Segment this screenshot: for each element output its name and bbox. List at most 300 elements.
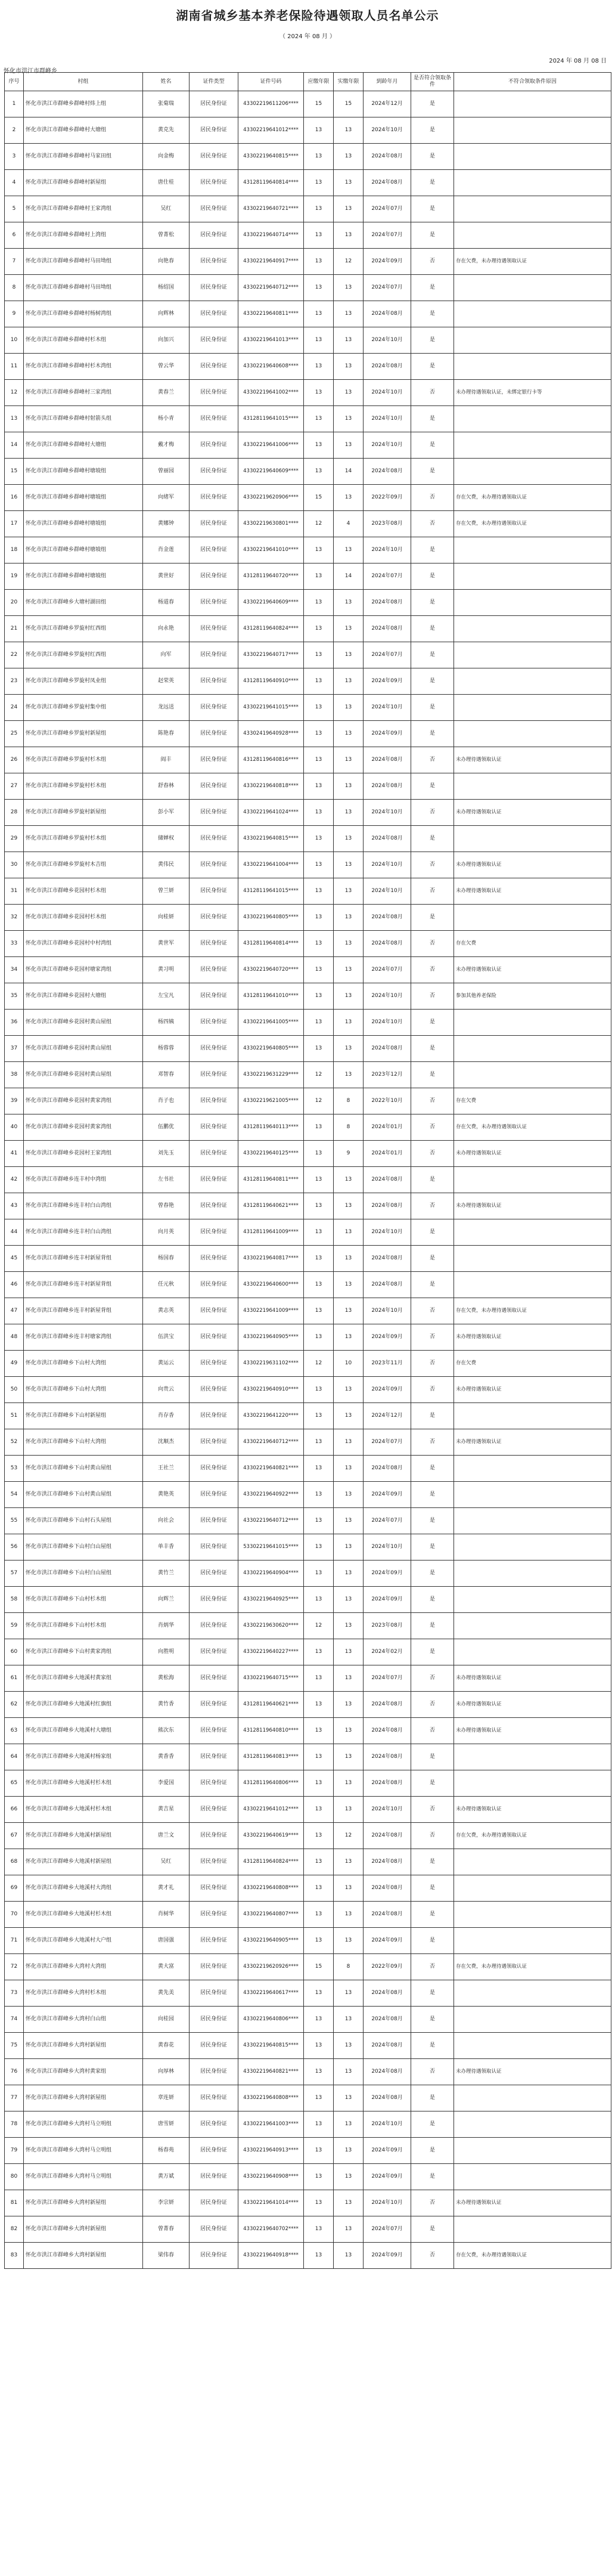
table-row (5, 1508, 611, 1534)
cell-id-number: 43302219640715**** (238, 1665, 304, 1692)
cell-village-group: 怀化市洪江市群峰乡下山村黄山屋组 (24, 1456, 143, 1482)
cell-seq: 46 (5, 1272, 24, 1298)
cell-eligible-month: 2024年10月 (364, 695, 411, 721)
cell-required-years: 13 (304, 826, 334, 852)
cell-id-number: 43302219640702**** (238, 2216, 304, 2243)
cell-seq: 30 (5, 852, 24, 878)
cell-required-years: 13 (304, 983, 334, 1010)
cell-eligible: 否 (411, 249, 454, 275)
cell-seq: 9 (5, 301, 24, 327)
cell-reason: 存在欠费 (454, 1351, 611, 1377)
cell-id-number: 43302219630620**** (238, 1613, 304, 1639)
cell-id-number: 43128119640806**** (238, 1770, 304, 1797)
table-row (5, 1797, 611, 1823)
cell-eligible: 否 (411, 852, 454, 878)
cell-required-years: 13 (304, 1482, 334, 1508)
cell-id-number: 43302219640922**** (238, 1482, 304, 1508)
cell-paid-years: 13 (334, 432, 364, 459)
cell-paid-years: 13 (334, 1902, 364, 1928)
table-row (5, 1377, 611, 1403)
header-eligible-month: 到龄年月 (364, 73, 411, 91)
cell-eligible: 否 (411, 1088, 454, 1114)
cell-id-type: 居民身份证 (190, 380, 238, 406)
cell-id-type: 居民身份证 (190, 2059, 238, 2085)
cell-name: 黄竹香 (143, 1692, 190, 1718)
cell-village-group: 怀化市洪江市群峰乡花园村杉木组 (24, 905, 143, 931)
cell-eligible-month: 2024年08月 (364, 1744, 411, 1770)
cell-village-group: 怀化市洪江市群峰乡大地溪村杉木组 (24, 1902, 143, 1928)
cell-eligible-month: 2024年08月 (364, 905, 411, 931)
cell-eligible-month: 2024年08月 (364, 1902, 411, 1928)
cell-reason (454, 1744, 611, 1770)
cell-seq: 74 (5, 2007, 24, 2033)
table-row (5, 2111, 611, 2138)
cell-id-number: 43302219611206**** (238, 91, 304, 117)
cell-required-years: 13 (304, 1875, 334, 1902)
cell-name: 杨春苑 (143, 2138, 190, 2164)
cell-seq: 32 (5, 905, 24, 931)
cell-required-years: 13 (304, 1167, 334, 1193)
cell-id-number: 43128119640824**** (238, 1849, 304, 1875)
cell-name: 刘先玉 (143, 1141, 190, 1167)
cell-eligible: 是 (411, 1036, 454, 1062)
table-row (5, 275, 611, 301)
cell-village-group: 怀化市洪江市群峰乡下山村大湾组 (24, 1429, 143, 1456)
cell-eligible-month: 2024年10月 (364, 327, 411, 354)
cell-id-number: 43302219640905**** (238, 1928, 304, 1954)
table-row (5, 354, 611, 380)
cell-required-years: 13 (304, 2138, 334, 2164)
table-row (5, 616, 611, 642)
table-row (5, 1062, 611, 1088)
cell-paid-years: 13 (334, 537, 364, 564)
cell-reason: 参加其他养老保险 (454, 983, 611, 1010)
cell-village-group: 怀化市洪江市群峰乡连丰村白山湾组 (24, 1193, 143, 1219)
cell-seq: 4 (5, 170, 24, 196)
cell-id-type: 居民身份证 (190, 1587, 238, 1613)
cell-eligible-month: 2024年08月 (364, 1823, 411, 1849)
cell-id-number: 43302219640811**** (238, 301, 304, 327)
cell-reason (454, 616, 611, 642)
cell-reason (454, 170, 611, 196)
cell-id-number: 43302219640904**** (238, 1561, 304, 1587)
cell-required-years: 12 (304, 1062, 334, 1088)
cell-reason (454, 2085, 611, 2111)
cell-paid-years: 8 (334, 1088, 364, 1114)
cell-name: 章连妍 (143, 2085, 190, 2111)
cell-eligible: 否 (411, 1429, 454, 1456)
cell-seq: 58 (5, 1587, 24, 1613)
cell-paid-years: 13 (334, 485, 364, 511)
cell-reason (454, 1246, 611, 1272)
cell-id-type: 居民身份证 (190, 1902, 238, 1928)
cell-required-years: 13 (304, 747, 334, 773)
cell-village-group: 怀化市洪江市群峰乡下山村大湾组 (24, 1377, 143, 1403)
cell-name: 杨国春 (143, 1246, 190, 1272)
cell-paid-years: 13 (334, 1246, 364, 1272)
cell-seq: 76 (5, 2059, 24, 2085)
cell-name: 伍洪宝 (143, 1324, 190, 1351)
cell-reason (454, 1010, 611, 1036)
cell-id-type: 居民身份证 (190, 1010, 238, 1036)
cell-required-years: 13 (304, 1010, 334, 1036)
cell-eligible: 是 (411, 590, 454, 616)
cell-id-number: 43302219641015**** (238, 695, 304, 721)
cell-name: 梁伟春 (143, 2243, 190, 2269)
cell-seq: 64 (5, 1744, 24, 1770)
cell-seq: 23 (5, 668, 24, 695)
document-period: （ 2024 年 08 月 ） (279, 33, 336, 40)
cell-seq: 72 (5, 1954, 24, 1980)
cell-village-group: 怀化市洪江市群峰乡群峰村大塘组 (24, 117, 143, 144)
cell-id-type: 居民身份证 (190, 668, 238, 695)
cell-seq: 1 (5, 91, 24, 117)
cell-required-years: 13 (304, 1193, 334, 1219)
cell-village-group: 怀化市洪江市群峰乡花园村塘家湾组 (24, 957, 143, 983)
cell-paid-years: 13 (334, 275, 364, 301)
cell-id-type: 居民身份证 (190, 2085, 238, 2111)
cell-village-group: 怀化市洪江市群峰乡下山村黄山屋组 (24, 1482, 143, 1508)
cell-eligible-month: 2024年08月 (364, 1193, 411, 1219)
cell-id-type: 居民身份证 (190, 275, 238, 301)
cell-seq: 45 (5, 1246, 24, 1272)
cell-eligible: 是 (411, 301, 454, 327)
cell-eligible-month: 2024年10月 (364, 406, 411, 432)
cell-eligible-month: 2024年09月 (364, 2243, 411, 2269)
cell-eligible-month: 2024年01月 (364, 1114, 411, 1141)
header-reason: 不符合领取条件原因 (454, 73, 611, 91)
cell-id-number: 43302219640917**** (238, 249, 304, 275)
cell-eligible-month: 2024年10月 (364, 2190, 411, 2216)
cell-required-years: 13 (304, 616, 334, 642)
cell-eligible: 是 (411, 1587, 454, 1613)
cell-paid-years: 13 (334, 2216, 364, 2243)
cell-seq: 15 (5, 459, 24, 485)
table-row (5, 2085, 611, 2111)
cell-eligible: 否 (411, 931, 454, 957)
cell-paid-years: 13 (334, 1193, 364, 1219)
cell-seq: 40 (5, 1114, 24, 1141)
roster-table (4, 72, 611, 2269)
cell-seq: 24 (5, 695, 24, 721)
cell-id-type: 居民身份证 (190, 747, 238, 773)
cell-required-years: 13 (304, 117, 334, 144)
cell-paid-years: 13 (334, 2164, 364, 2190)
cell-village-group: 怀化市洪江市群峰乡下山村黄家湾组 (24, 1639, 143, 1665)
table-row (5, 2164, 611, 2190)
cell-id-number: 43128119640621**** (238, 1193, 304, 1219)
cell-reason (454, 1036, 611, 1062)
cell-required-years: 13 (304, 590, 334, 616)
cell-id-number: 43302219640908**** (238, 2164, 304, 2190)
cell-name: 曾菁春 (143, 2216, 190, 2243)
cell-village-group: 怀化市洪江市群峰乡大地溪村黄家组 (24, 1665, 143, 1692)
cell-required-years: 13 (304, 852, 334, 878)
cell-name: 沈顺杰 (143, 1429, 190, 1456)
cell-name: 杨绍国 (143, 275, 190, 301)
cell-id-type: 居民身份证 (190, 642, 238, 668)
cell-id-type: 居民身份证 (190, 1114, 238, 1141)
table-row (5, 2059, 611, 2085)
cell-name: 李爱国 (143, 1770, 190, 1797)
cell-required-years: 13 (304, 800, 334, 826)
table-row (5, 826, 611, 852)
cell-id-number: 43302219641003**** (238, 2111, 304, 2138)
cell-id-type: 居民身份证 (190, 327, 238, 354)
cell-eligible-month: 2024年08月 (364, 747, 411, 773)
cell-id-number: 43128119640824**** (238, 616, 304, 642)
cell-village-group: 怀化市洪江市群峰乡大地溪村红旗组 (24, 1692, 143, 1718)
cell-seq: 17 (5, 511, 24, 537)
cell-name: 黄志英 (143, 1298, 190, 1324)
table-row (5, 852, 611, 878)
cell-eligible-month: 2024年10月 (364, 117, 411, 144)
cell-eligible-month: 2022年09月 (364, 1954, 411, 1980)
cell-name: 唐仕桂 (143, 170, 190, 196)
cell-eligible-month: 2024年09月 (364, 1482, 411, 1508)
cell-eligible-month: 2024年08月 (364, 1718, 411, 1744)
cell-eligible-month: 2024年08月 (364, 459, 411, 485)
cell-village-group: 怀化市洪江市群峰乡花园村黄家湾组 (24, 1088, 143, 1114)
table-row (5, 301, 611, 327)
header-id-type: 证件类型 (190, 73, 238, 91)
cell-reason (454, 642, 611, 668)
cell-seq: 56 (5, 1534, 24, 1561)
cell-paid-years: 13 (334, 1928, 364, 1954)
cell-name: 曾春艳 (143, 1193, 190, 1219)
cell-reason: 存在欠费 (454, 931, 611, 957)
cell-id-number: 43302419640928**** (238, 721, 304, 747)
cell-required-years: 12 (304, 511, 334, 537)
cell-id-number: 43128119641015**** (238, 878, 304, 905)
header-paid-years: 实缴年限 (334, 73, 364, 91)
cell-village-group: 怀化市洪江市群峰乡下山村杉木组 (24, 1587, 143, 1613)
cell-reason (454, 1587, 611, 1613)
table-row (5, 144, 611, 170)
table-row (5, 2190, 611, 2216)
cell-reason (454, 1534, 611, 1561)
cell-seq: 63 (5, 1718, 24, 1744)
cell-required-years: 13 (304, 2033, 334, 2059)
cell-eligible: 是 (411, 2138, 454, 2164)
cell-paid-years: 13 (334, 1849, 364, 1875)
cell-paid-years: 13 (334, 1665, 364, 1692)
cell-name: 向桂园 (143, 2007, 190, 2033)
cell-name: 向艳春 (143, 249, 190, 275)
table-row (5, 1456, 611, 1482)
cell-paid-years: 13 (334, 1482, 364, 1508)
cell-village-group: 怀化市洪江市群峰乡大湾村黄家组 (24, 2059, 143, 2085)
cell-required-years: 13 (304, 1692, 334, 1718)
cell-reason (454, 2007, 611, 2033)
cell-paid-years: 13 (334, 1980, 364, 2007)
cell-name: 邓智春 (143, 1062, 190, 1088)
cell-id-number: 43302219640712**** (238, 1508, 304, 1534)
cell-eligible: 否 (411, 2243, 454, 2269)
cell-seq: 83 (5, 2243, 24, 2269)
cell-reason (454, 826, 611, 852)
cell-seq: 12 (5, 380, 24, 406)
cell-reason: 未办理待遇领取认证 (454, 1377, 611, 1403)
cell-id-type: 居民身份证 (190, 773, 238, 800)
cell-reason (454, 668, 611, 695)
cell-name: 曾菁松 (143, 222, 190, 249)
cell-name: 王社兰 (143, 1456, 190, 1482)
cell-eligible-month: 2024年01月 (364, 1141, 411, 1167)
cell-required-years: 13 (304, 1665, 334, 1692)
cell-required-years: 13 (304, 222, 334, 249)
table-row (5, 1665, 611, 1692)
cell-eligible: 是 (411, 2007, 454, 2033)
cell-village-group: 怀化市洪江市群峰乡大湾村白山组 (24, 2007, 143, 2033)
cell-reason (454, 301, 611, 327)
cell-eligible-month: 2024年10月 (364, 380, 411, 406)
cell-required-years: 13 (304, 301, 334, 327)
cell-paid-years: 13 (334, 642, 364, 668)
cell-required-years: 15 (304, 91, 334, 117)
cell-seq: 39 (5, 1088, 24, 1114)
table-row (5, 1692, 611, 1718)
cell-id-number: 43302219640609**** (238, 459, 304, 485)
cell-eligible: 是 (411, 1219, 454, 1246)
cell-village-group: 怀化市洪江市群峰乡群峰村马家田组 (24, 144, 143, 170)
cell-id-number: 43128119640814**** (238, 931, 304, 957)
cell-paid-years: 13 (334, 878, 364, 905)
cell-village-group: 怀化市洪江市群峰乡群峰村马田坳组 (24, 275, 143, 301)
cell-paid-years: 13 (334, 117, 364, 144)
cell-eligible: 是 (411, 564, 454, 590)
cell-village-group: 怀化市洪江市群峰乡花园村黄山屋组 (24, 1036, 143, 1062)
cell-required-years: 13 (304, 1456, 334, 1482)
cell-eligible: 否 (411, 485, 454, 511)
header-village-group: 村组 (24, 73, 143, 91)
cell-name: 龙远送 (143, 695, 190, 721)
cell-seq: 48 (5, 1324, 24, 1351)
cell-name: 舒春林 (143, 773, 190, 800)
cell-name: 黄春花 (143, 2033, 190, 2059)
cell-name: 黄春兰 (143, 380, 190, 406)
cell-reason (454, 2033, 611, 2059)
cell-seq: 8 (5, 275, 24, 301)
cell-eligible-month: 2024年08月 (364, 1692, 411, 1718)
cell-reason: 未办理待遇领取认证 (454, 957, 611, 983)
cell-eligible-month: 2024年12月 (364, 1403, 411, 1429)
cell-eligible: 否 (411, 800, 454, 826)
cell-reason (454, 196, 611, 222)
cell-paid-years: 13 (334, 1718, 364, 1744)
cell-village-group: 怀化市洪江市群峰乡花园村大塘组 (24, 983, 143, 1010)
cell-reason (454, 432, 611, 459)
cell-village-group: 怀化市洪江市群峰乡大湾村马立明组 (24, 2111, 143, 2138)
cell-paid-years: 13 (334, 2033, 364, 2059)
cell-eligible: 是 (411, 222, 454, 249)
cell-seq: 6 (5, 222, 24, 249)
cell-village-group: 怀化市洪江市群峰乡连丰村新屋背组 (24, 1298, 143, 1324)
cell-seq: 79 (5, 2138, 24, 2164)
cell-reason: 存在欠费 (454, 1088, 611, 1114)
cell-paid-years: 13 (334, 1167, 364, 1193)
cell-village-group: 怀化市洪江市群峰乡连丰村中湾组 (24, 1167, 143, 1193)
cell-id-number: 43128119640621**** (238, 1692, 304, 1718)
table-row (5, 1088, 611, 1114)
cell-seq: 38 (5, 1062, 24, 1088)
cell-eligible: 是 (411, 695, 454, 721)
cell-eligible-month: 2024年07月 (364, 2216, 411, 2243)
cell-reason: 未办理待遇领取认证 (454, 1193, 611, 1219)
table-row (5, 1718, 611, 1744)
cell-village-group: 怀化市洪江市群峰乡群峰村杉木湾组 (24, 354, 143, 380)
cell-eligible-month: 2024年10月 (364, 2111, 411, 2138)
cell-required-years: 13 (304, 144, 334, 170)
cell-id-number: 43302219640818**** (238, 773, 304, 800)
cell-name: 向厚林 (143, 2059, 190, 2085)
cell-paid-years: 13 (334, 1010, 364, 1036)
table-row (5, 564, 611, 590)
cell-eligible-month: 2024年09月 (364, 2138, 411, 2164)
cell-id-number: 53302219641015**** (238, 1534, 304, 1561)
cell-paid-years: 13 (334, 2007, 364, 2033)
cell-eligible: 是 (411, 905, 454, 931)
cell-eligible-month: 2024年10月 (364, 1010, 411, 1036)
cell-eligible-month: 2024年08月 (364, 590, 411, 616)
cell-eligible: 否 (411, 1954, 454, 1980)
cell-eligible: 是 (411, 196, 454, 222)
cell-id-number: 43302219640808**** (238, 1875, 304, 1902)
header-seq: 序号 (5, 73, 24, 91)
cell-seq: 13 (5, 406, 24, 432)
cell-eligible-month: 2024年07月 (364, 275, 411, 301)
table-row (5, 1534, 611, 1561)
cell-id-type: 居民身份证 (190, 2138, 238, 2164)
cell-seq: 55 (5, 1508, 24, 1534)
cell-name: 熊次东 (143, 1718, 190, 1744)
cell-eligible: 否 (411, 878, 454, 905)
cell-village-group: 怀化市洪江市群峰乡大地溪村大塘组 (24, 1718, 143, 1744)
cell-seq: 77 (5, 2085, 24, 2111)
cell-seq: 27 (5, 773, 24, 800)
table-row (5, 196, 611, 222)
cell-id-number: 43302219640925**** (238, 1587, 304, 1613)
cell-eligible: 是 (411, 327, 454, 354)
cell-village-group: 怀化市洪江市群峰乡连丰村新屋背组 (24, 1272, 143, 1298)
cell-village-group: 怀化市洪江市群峰乡连丰村新屋背组 (24, 1246, 143, 1272)
cell-paid-years: 10 (334, 1351, 364, 1377)
cell-seq: 37 (5, 1036, 24, 1062)
cell-village-group: 怀化市洪江市群峰乡罗旋村红西组 (24, 642, 143, 668)
cell-paid-years: 4 (334, 511, 364, 537)
header-eligible: 是否符合领取条件 (411, 73, 454, 91)
cell-id-number: 43302219630801**** (238, 511, 304, 537)
cell-id-type: 居民身份证 (190, 91, 238, 117)
cell-id-type: 居民身份证 (190, 406, 238, 432)
cell-paid-years: 9 (334, 1141, 364, 1167)
cell-eligible-month: 2023年11月 (364, 1351, 411, 1377)
cell-name: 向月英 (143, 1219, 190, 1246)
cell-reason (454, 1403, 611, 1429)
cell-required-years: 13 (304, 721, 334, 747)
cell-eligible: 是 (411, 537, 454, 564)
cell-name: 戴才梅 (143, 432, 190, 459)
cell-eligible-month: 2024年10月 (364, 878, 411, 905)
cell-required-years: 13 (304, 406, 334, 432)
table-row (5, 1114, 611, 1141)
cell-village-group: 怀化市洪江市群峰乡下山村白山屋组 (24, 1534, 143, 1561)
cell-id-number: 43302219641005**** (238, 1010, 304, 1036)
cell-eligible-month: 2024年09月 (364, 1377, 411, 1403)
cell-paid-years: 14 (334, 459, 364, 485)
header-name: 姓名 (143, 73, 190, 91)
cell-village-group: 怀化市洪江市群峰乡花园村黄家湾组 (24, 1114, 143, 1141)
